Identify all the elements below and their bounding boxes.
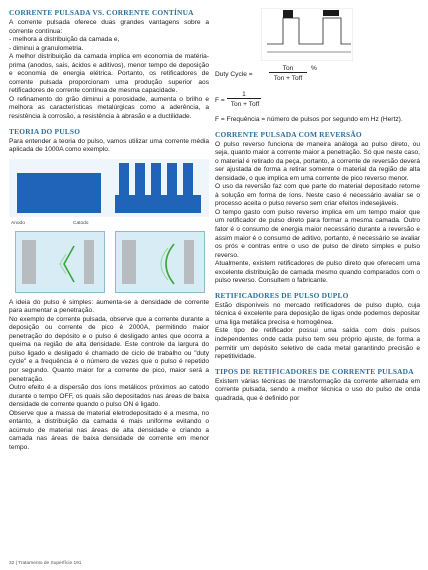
frequency-label: F = [215, 97, 225, 104]
square-pulse-illustration [261, 8, 353, 61]
frequency-denominator: Ton + Toff [230, 101, 260, 108]
paragraph: Estão disponíveis no mercado retificadores de pulso duplo, cuja técnica é excelente para deposição de ligas onde podemos depositar uma liga metálica precisa e homogênea. [215, 301, 420, 326]
page-footer: 32 | Tratamento de Superfície 191 [9, 561, 82, 566]
paragraph: A melhor distribuição da camada implica em economia de matéria-prima (anodos, sais, ácidos e aditivos), menor tempo de deposição e economia de energia elétrica. Portanto, os retificadores de corrente pulsada proporcionam uma produção superior aos retificadores de corrente contínua de mesma capacidade. [9, 53, 209, 95]
heading-pulse-rectifier-types: TIPOS DE RETIFICADORES DE CORRENTE PULSADA [215, 366, 414, 376]
paragraph: Existem várias técnicas de transformação da corrente alternada em corrente pulsada, sendo a melhor técnica o uso do pulso de onda quadrada, que é definido por [215, 377, 420, 402]
heading-pulsed-vs-continuous: CORRENTE PULSADA VS. CORRENTE CONTÍNUA [9, 8, 194, 17]
heading-double-pulse: RETIFICADORES DE PULSO DUPLO [215, 290, 349, 300]
anode-label: Anodo [11, 220, 25, 226]
right-column [215, 8, 420, 403]
heading-reverse-pulse: CORRENTE PULSADA COM REVERSÃO [215, 129, 362, 139]
continuous-current-block [17, 173, 101, 213]
left-column [9, 8, 209, 453]
paragraph: No exemplo de corrente pulsada, observe que a corrente durante a deposição ou corrente de pico é 2000A, permitindo maior penetração do depósito e o pulso é desligado antes que ocorra a queima na região de alta densidade. Este controle da largura do pulso ligado e desligado é chamado de ciclo de trabalho ou "duty cycle" e a frequência é o número de vezes que o pulso é repetido por segundo. Quanto maior for a corrente de pico, maior será a penetração. [9, 315, 209, 383]
paragraph: A ideia do pulso é simples: aumenta-se a densidade de corrente para aumentar a penetração. [9, 298, 209, 315]
frequency-formula [215, 91, 420, 113]
paragraph: Para entender a teoria do pulso, vamos utilizar uma corrente média aplicada de 1000A como exemplo. [9, 137, 209, 154]
paragraph: Este tipo de retificador possui uma saída com dois pulsos independentes onde cada pulso tem seu próprio ajuste, de forma a permitir um depósito seletivo de cada metal garantindo precisão e repetitividade. [215, 327, 420, 361]
paragraph: A corrente pulsada oferece duas grandes vantagens sobre a corrente contínua: [9, 19, 209, 35]
cathode-label: Catodo [73, 220, 89, 226]
paragraph: Outro efeito é a dispersão dos íons metálicos próximos ao catodo durante o tempo OFF, os quais são depositados nas áreas de baixa densidade de corrente quando o pulso ON é ligado. [9, 384, 209, 409]
duty-unit: % [311, 65, 317, 72]
frequency-note: F = Frequência = número de pulsos por segundo em Hz (Hertz). [215, 116, 403, 123]
paragraph: O refinamento do grão diminui a porosidade, aumenta o brilho e melhora as características metalúrgicas como a aderência, a resistência à corrosão, a resistência à abrasão e a ductilidade. [9, 95, 209, 121]
paragraph: - melhora a distribuição da camada e, [9, 36, 120, 44]
plating-cell-continuous [15, 231, 105, 293]
pulse-diagram [261, 8, 353, 61]
paragraph: O uso da reversão faz com que parte do material depositado retorne à solução em forma de íons. Neste caso é necessário avaliar se o processo aceita o pulso reverso sem criar efeitos indesejáveis. [215, 183, 420, 208]
pulsed-current-bars [115, 163, 201, 213]
paragraph: Observe que a massa de material eletrodepositado é a mesma, no entanto, a distribuição da camada é mais uniforme evitando o acúmulo de material nas áreas de alta densidade e criando a camada nas áreas de baixa densidade de corrente em menor tempo. [9, 409, 209, 451]
plating-cells-figure [9, 221, 209, 293]
heading-pulse-theory: TEORIA DO PULSO [9, 126, 81, 136]
duty-numerator: Ton [269, 65, 307, 73]
duty-cycle-label: Duty Cycle = [215, 71, 253, 78]
waveform-illustration [9, 159, 209, 217]
frequency-numerator: 1 [227, 91, 261, 99]
plating-cell-pulsed [115, 231, 205, 293]
paragraph: O tempo gasto com pulso reverso implica em um tempo maior que um retificador de pulso direto para formar a mesma camada. Outro fator é o consumo de energia maior necessário durante a reversão e assim maior é o consumo de aditivo, portanto, é necessário se avaliar os prós e contras entre o uso de pulso de direto simples e pulso reverso. [215, 208, 420, 259]
deposit-curve [16, 232, 104, 292]
duty-cycle-formula [215, 65, 420, 87]
duty-denominator: Ton + Toff [273, 75, 303, 82]
waveform-figure [9, 159, 209, 217]
paragraph: O pulso reverso funciona de maneira análoga ao pulso direto, ou seja, quanto maior a corrente maior a penetração. Só que neste caso, o material é retirado da peça, portanto, a corrente de reversão deverá ser ajustada de forma a retirar somente o material da região de alta densidade, o que implica em uma corrente de pico reverso menor. [215, 140, 420, 182]
deposit-curve [116, 232, 204, 292]
paragraph: Atualmente, existem retificadores de pulso direto que oferecem uma excelente distribuição de camada mesmo quando comparados com o pulso reverso. Consultem o fabricante. [215, 260, 420, 285]
paragraph: - diminui a granulometria. [9, 44, 84, 52]
